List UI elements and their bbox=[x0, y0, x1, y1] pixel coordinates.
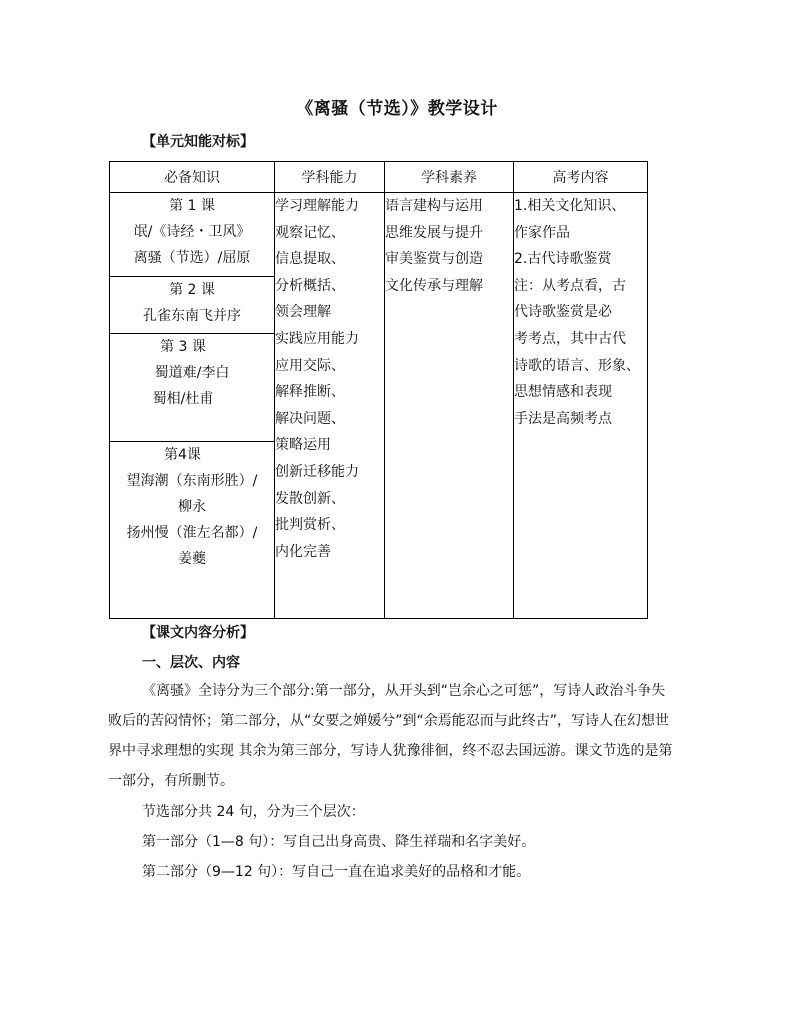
literacy-item: 文化传承与理解 bbox=[385, 277, 483, 294]
gaokao-item: 思想情感和表现 bbox=[514, 384, 612, 401]
summary-line: 节选部分共 24 句，分为三个层次： bbox=[142, 804, 365, 820]
lesson-text: 姜夔 bbox=[178, 551, 206, 567]
paragraph-text: 《离骚》全诗分为三个部分:第一部分，从开头到“岂余心之可惩”，写诗人政治斗争失败后的苦闷情怀；第二部分，从“女要之婵媛兮”到“余焉能忍而与此终古”，写诗人在幻想世界中寻求理想的实现 其余为第三部分，写诗人犹豫徘徊，终不忍去国远游。课文节选的是第一部分，有所删节。 bbox=[108, 683, 673, 789]
header-gaokao: 高考内容 bbox=[514, 162, 648, 193]
table-row bbox=[110, 193, 648, 277]
section-heading-unit: 【单元知能对标】 bbox=[142, 134, 254, 150]
lesson-text: 扬州慢（淮左名都）/ bbox=[126, 525, 258, 541]
ability-item: 解释推断、 bbox=[275, 384, 345, 401]
lesson-1-cell bbox=[110, 193, 275, 277]
page-title: 《离骚（节选）》教学设计 bbox=[296, 99, 498, 119]
gaokao-item: 代诗歌鉴赏是必 bbox=[514, 304, 612, 321]
lesson-text: 蜀相/杜甫 bbox=[152, 391, 214, 407]
section-heading-analysis: 【课文内容分析】 bbox=[142, 625, 254, 641]
lesson-label: 第4课 bbox=[164, 447, 201, 463]
lesson-label: 第 3 课 bbox=[160, 339, 206, 355]
lesson-text: 氓/《诗经・卫风》 bbox=[133, 224, 251, 240]
gaokao-item: 手法是高频考点 bbox=[514, 410, 612, 427]
gaokao-item: 诗歌的语言、形象、 bbox=[514, 357, 640, 374]
knowledge-table bbox=[109, 161, 648, 619]
literacy-item: 语言建构与运用 bbox=[385, 198, 483, 214]
literacy-cell bbox=[385, 193, 514, 619]
lesson-text: 离骚（节选）/屈原 bbox=[133, 250, 251, 266]
ability-item: 创新迁移能力 bbox=[275, 463, 359, 480]
literacy-item: 思维发展与提升 bbox=[385, 224, 483, 241]
gaokao-item: 注：从考点看，古 bbox=[514, 277, 626, 294]
lesson-4-cell bbox=[110, 442, 275, 619]
ability-item: 观察记忆、 bbox=[275, 224, 345, 241]
ability-item: 信息提取、 bbox=[275, 251, 345, 268]
lesson-text: 孔雀东南飞并序 bbox=[143, 308, 241, 324]
ability-item: 学习理解能力 bbox=[275, 198, 359, 214]
header-ability: 学科能力 bbox=[275, 162, 385, 193]
lesson-label: 第 1 课 bbox=[169, 198, 215, 214]
table-header-row bbox=[110, 162, 648, 193]
part-one-line: 第一部分（1—8 句）：写自己出身高贵、降生祥瑞和名字美好。 bbox=[142, 834, 536, 850]
ability-item: 内化完善 bbox=[275, 543, 331, 560]
gaokao-item: 1.相关文化知识、 bbox=[514, 198, 626, 214]
analysis-paragraph bbox=[108, 676, 673, 796]
ability-item: 领会理解 bbox=[275, 304, 331, 321]
header-literacy: 学科素养 bbox=[385, 162, 514, 193]
ability-item: 策略运用 bbox=[275, 437, 331, 454]
subheading-levels: 一、层次、内容 bbox=[142, 655, 240, 671]
ability-item: 解决问题、 bbox=[275, 410, 345, 427]
literacy-item: 审美鉴赏与创造 bbox=[385, 251, 483, 268]
lesson-text: 望海潮（东南形胜）/ bbox=[126, 473, 258, 489]
lesson-label: 第 2 课 bbox=[169, 282, 215, 298]
lesson-3-cell bbox=[110, 334, 275, 442]
ability-item: 实践应用能力 bbox=[275, 330, 359, 347]
lesson-2-cell bbox=[110, 277, 275, 334]
part-two-line: 第二部分（9—12 句）：写自己一直在追求美好的品格和才能。 bbox=[142, 864, 531, 880]
gaokao-cell bbox=[514, 193, 648, 619]
gaokao-item: 2.古代诗歌鉴赏 bbox=[514, 251, 612, 268]
lesson-text: 蜀道难/李白 bbox=[154, 365, 230, 381]
gaokao-item: 作家作品 bbox=[514, 224, 570, 241]
ability-item: 发散创新、 bbox=[275, 490, 345, 507]
header-knowledge: 必备知识 bbox=[110, 162, 275, 193]
ability-item: 应用交际、 bbox=[275, 357, 345, 374]
ability-item: 分析概括、 bbox=[275, 277, 345, 294]
ability-item: 批判赏析、 bbox=[275, 517, 345, 534]
lesson-text: 柳永 bbox=[178, 499, 206, 515]
ability-cell bbox=[275, 193, 385, 619]
gaokao-item: 考考点，其中古代 bbox=[514, 330, 626, 347]
